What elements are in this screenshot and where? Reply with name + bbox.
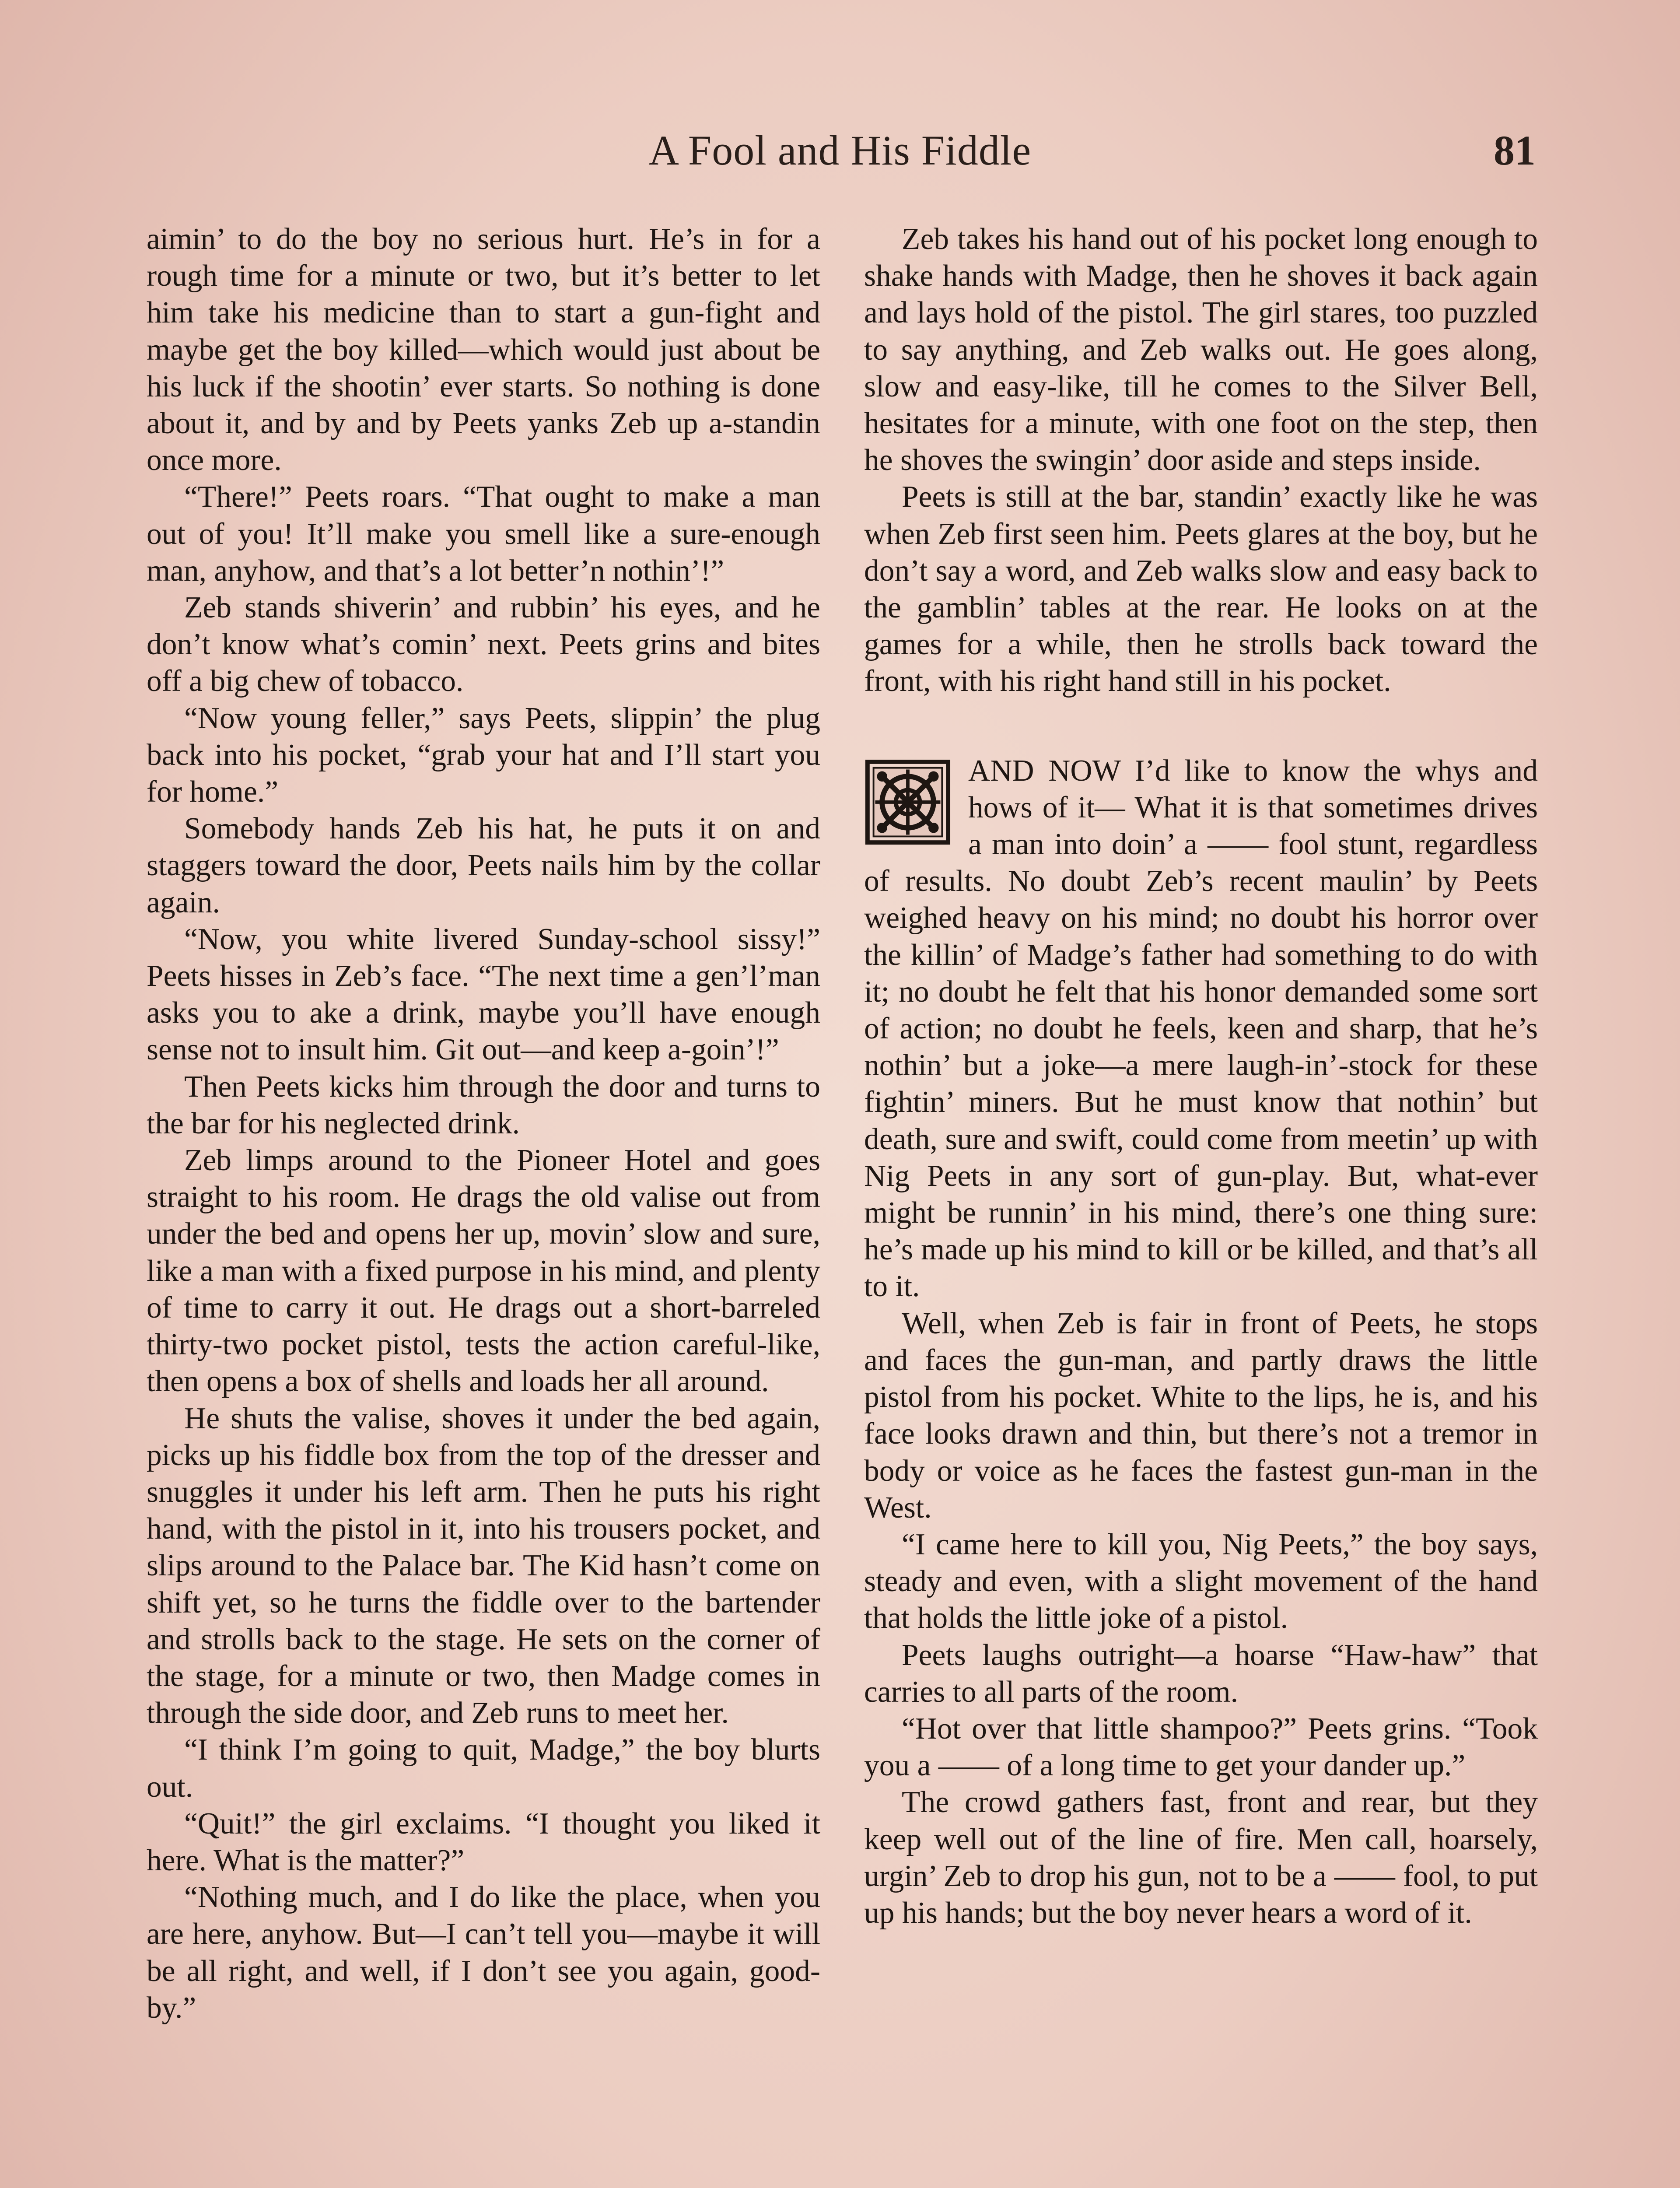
section-opening-paragraph: AND NOW I’d like to know the whys and hows of it— What it is that sometimes drives a man into doin’ a —— fool stunt, regardless of results. No doubt Zeb’s recent maulin’ by Peets weighed heavy on his mind; no doubt his horror over the killin’ of Madge’s father had something to do with it; no doubt he felt that his honor demanded some sort of action; no doubt he feels, keen and sharp, that he’s nothin’ but a joke—a mere laugh-in’-stock for these fightin’ miners. But he must know that nothin’ but death, sure and swift, could come from meetin’ up with Nig Peets in any sort of gun-play. But, what-ever might be runnin’ in his mind, there’s one thing sure: he’s made up his mind to kill or be killed, and that’s all to it. (864, 754, 1538, 1304)
paragraph: Somebody hands Zeb his hat, he puts it on and staggers toward the door, Peets nails him by the collar again. (147, 812, 820, 919)
paragraph: “There!” Peets roars. “That ought to make a man out of you! It’ll make you smell like a sure-enough man, anyhow, and that’s a lot better’n nothin’!” (147, 480, 820, 588)
paragraph: “Now, you white livered Sunday-school sissy!” Peets hisses in Zeb’s face. “The next time a gen’l’man asks you to ake a drink, maybe you’ll have enough sense not to insult him. Git out—and keep a-goin’!” (147, 922, 820, 1067)
paragraph: Peets is still at the bar, standin’ exactly like he was when Zeb first seen him. Peets glares at the boy, but he don’t say a word, and Zeb walks slow and easy back to the gamblin’ tables at the rear. He looks on at the games for a while, then he strolls back toward the front, with his right hand still in his pocket. (864, 480, 1538, 698)
paragraph: Peets laughs outright—a hoarse “Haw-haw” that carries to all parts of the room. (864, 1638, 1538, 1709)
paragraph: “Hot over that little shampoo?” Peets grins. “Took you a —— of a long time to get your dander up.” (864, 1711, 1538, 1783)
paragraph: He shuts the valise, shoves it under the bed again, picks up his fiddle box from the top of the dresser and snuggles it under his left arm. Then he puts his right hand, with the pistol in it, into his trousers pocket, and slips around to the Palace bar. The Kid hasn’t come on shift yet, so he turns the fiddle over to the bartender and strolls back to the stage. He sets on the corner of the stage, for a minute or two, then Madge comes in through the side door, and Zeb runs to meet her. (147, 1401, 820, 1730)
paragraph: The crowd gathers fast, front and rear, but they keep well out of the line of fire. Men call, hoarsely, urgin’ Zeb to drop his gun, not to be a —— fool, to put up his hands; but the boy never hears a word of it. (864, 1785, 1538, 1930)
paragraph: “Quit!” the girl exclaims. “I thought you liked it here. What is the matter?” (147, 1806, 820, 1877)
paragraph: Zeb takes his hand out of his pocket long enough to shake hands with Madge, then he shoves it back again and lays hold of the pistol. The girl stares, too puzzled to say anything, and Zeb walks out. He goes along, slow and easy-like, till he comes to the Silver Bell, hesitates for a minute, with one foot on the step, then he shoves the swingin’ door aside and steps inside. (864, 222, 1538, 477)
paragraph: Zeb limps around to the Pioneer Hotel and goes straight to his room. He drags the old valise out from under the bed and opens her up, movin’ slow and sure, like a man with a fixed purpose in his mind, and plenty of time to carry it out. He drags out a short-barreled thirty-two pocket pistol, tests the action careful-like, then opens a box of shells and loads her all around. (147, 1143, 820, 1399)
paragraph: Well, when Zeb is fair in front of Peets, he stops and faces the gun-man, and partly draws the little pistol from his pocket. White to the lips, he is, and his face looks drawn and thin, but there’s not a tremor in body or voice as he faces the fastest gun-man in the West. (864, 1306, 1538, 1525)
paragraph: “I think I’m going to quit, Madge,” the boy blurts out. (147, 1733, 820, 1804)
right-column (864, 221, 1538, 1932)
paragraph: “I came here to kill you, Nig Peets,” the boy says, steady and even, with a slight movement of the hand that holds the little joke of a pistol. (864, 1527, 1538, 1635)
celtic-knot-ornament-icon (864, 755, 952, 849)
section-break (864, 700, 1538, 753)
paragraph: “Nothing much, and I do like the place, when you are here, anyhow. But—I can’t tell you—maybe it will be all right, and well, if I don’t see you again, good-by.” (147, 1880, 820, 2025)
paragraph: aimin’ to do the boy no serious hurt. He’s in for a rough time for a minute or two, but it’s better to let him take his medicine than to start a gun-fight and maybe get the boy killed—which would just about be his luck if the shootin’ ever starts. So nothing is done about it, and by and by Peets yanks Zeb up a-standin once more. (147, 222, 820, 477)
running-title: A Fool and His Fiddle (648, 127, 1032, 174)
left-column (147, 221, 820, 2027)
paragraph: “Now young feller,” says Peets, slippin’ the plug back into his pocket, “grab your hat and I’ll start you for home.” (147, 701, 820, 809)
page-number: 81 (1494, 127, 1536, 174)
paragraph: Then Peets kicks him through the door and turns to the bar for his neglected drink. (147, 1069, 820, 1140)
paragraph: Zeb stands shiverin’ and rubbin’ his eyes, and he don’t know what’s comin’ next. Peets grins and bites off a big chew of tobacco. (147, 591, 820, 698)
